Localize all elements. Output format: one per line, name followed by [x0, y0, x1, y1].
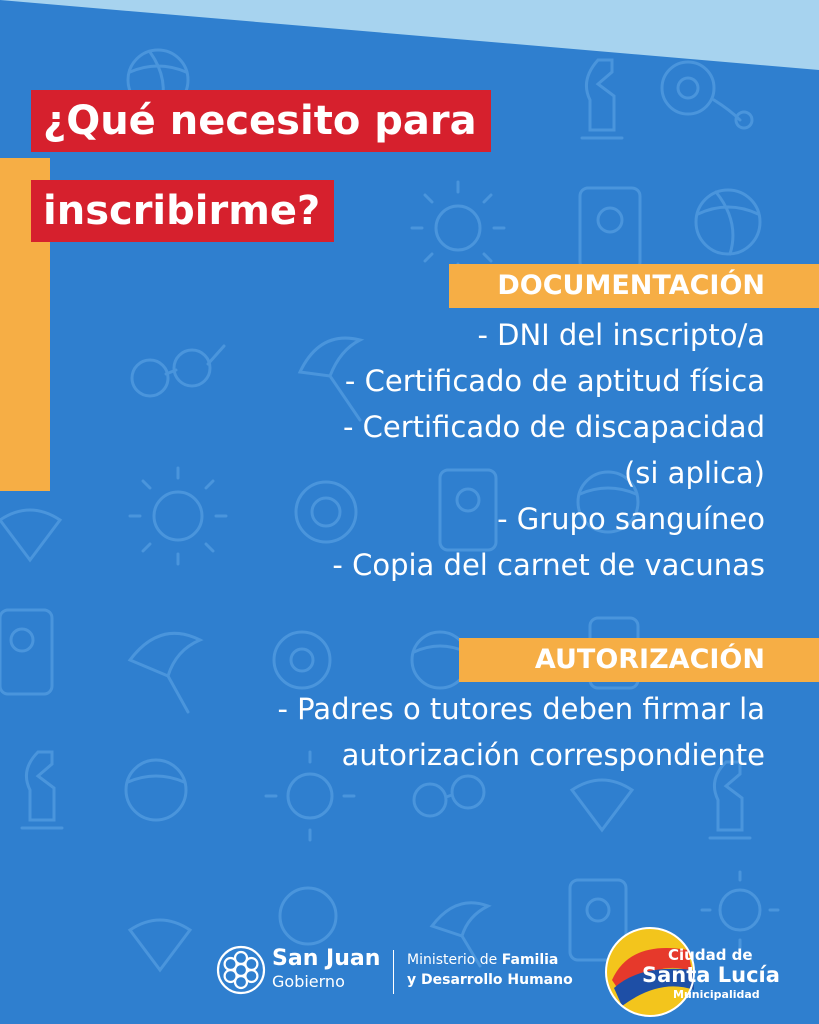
yoyo-icon [662, 62, 752, 128]
spinning-top-icon [572, 780, 632, 830]
sun-icon [130, 468, 226, 564]
volleyball-icon [280, 888, 336, 944]
ministerio-prefix: Ministerio de [407, 952, 502, 968]
list-item: - DNI del inscripto/a [477, 318, 765, 352]
ministerio-line-2: y Desarrollo Humano [407, 972, 573, 988]
chess-knight-icon [582, 60, 622, 138]
list-item: autorización correspondiente [341, 738, 765, 772]
san-juan-name: San Juan [272, 946, 381, 971]
spinning-top-icon [130, 920, 190, 970]
list-item: - Copia del carnet de vacunas [332, 548, 765, 582]
list-item: - Certificado de aptitud física [344, 364, 765, 398]
list-item: - Grupo sanguíneo [497, 502, 765, 536]
sunscreen-bottle-icon [0, 610, 52, 694]
yoyo-icon [274, 632, 330, 688]
documentacion-heading: DOCUMENTACIÓN [449, 264, 819, 308]
san-juan-subtitle: Gobierno [272, 972, 345, 991]
santa-lucia-line-2: Santa Lucía [642, 963, 780, 987]
title-line-2: inscribirme? [31, 180, 334, 242]
volleyball-icon [126, 760, 186, 820]
ministerio-line-1 [407, 950, 558, 970]
beach-umbrella-icon [130, 633, 200, 712]
footer-divider [393, 950, 394, 994]
autorizacion-list [277, 686, 765, 778]
sunscreen-bottle-icon [580, 188, 640, 270]
san-juan-logo-icon [215, 944, 267, 996]
sunglasses-icon [414, 776, 484, 816]
autorizacion-heading: AUTORIZACIÓN [459, 638, 819, 682]
spinning-top-icon [0, 510, 60, 560]
sun-icon [412, 182, 504, 274]
list-item: - Padres o tutores deben firmar la [277, 692, 765, 726]
ministerio-familia: Familia [501, 952, 559, 968]
santa-lucia-line-3: Municipalidad [673, 988, 760, 1001]
documentacion-list [332, 312, 765, 588]
list-item: - Certificado de discapacidad [342, 410, 765, 444]
title-line-1: ¿Qué necesito para [31, 90, 491, 152]
volleyball-icon [696, 190, 760, 254]
sun-icon [702, 872, 778, 948]
santa-lucia-line-1: Ciudad de [668, 946, 753, 964]
list-item: (si aplica) [623, 456, 765, 490]
sunglasses-icon [132, 346, 224, 396]
chess-knight-icon [22, 752, 62, 828]
